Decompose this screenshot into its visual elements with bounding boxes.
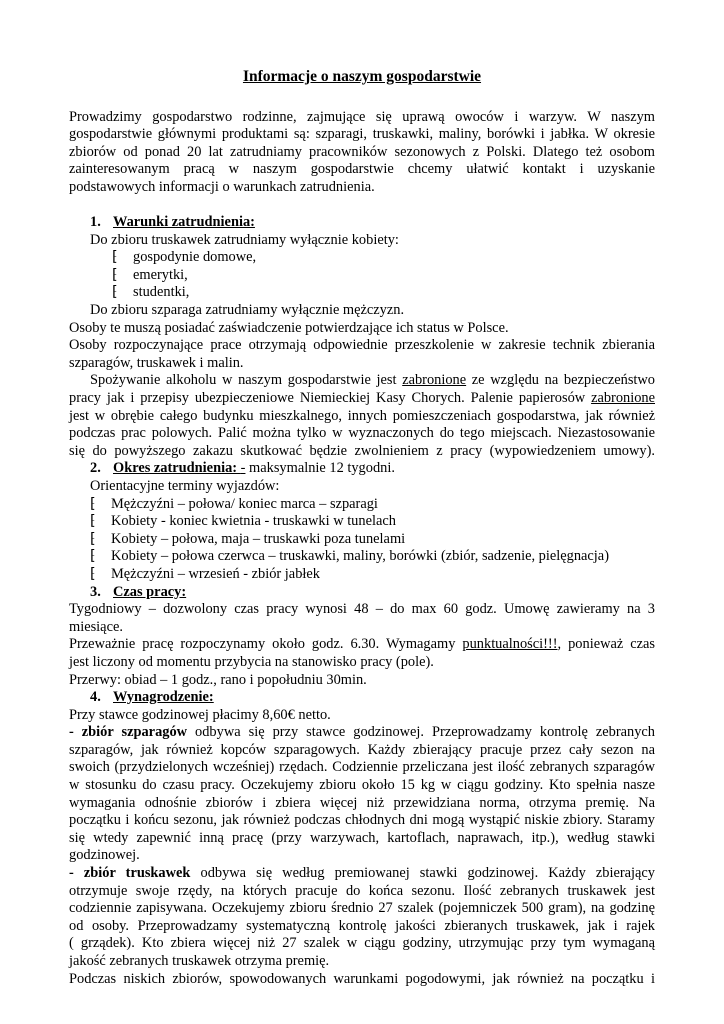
section-number: 1. <box>90 214 101 231</box>
intro-line: zbiorów od ponad 20 lat zatrudniamy pracowników sezonowych z Polski. Dlatego też osobom <box>69 143 655 160</box>
strawberry-line: codziennie zapisywana. Oczekujemy zbioru średnio 27 szalek (pojemniczek 500 gram), na godzinę <box>69 900 655 917</box>
list-item-text: Kobiety – połowa czerwca – truskawki, maliny, borówki (zbiór, sadzenie, pielęgnacja) <box>111 548 609 565</box>
intro-line: gospodarstwie głównymi produktami są: szparagi, truskawki, maliny, borówki i jabłka. W okresie <box>69 126 655 143</box>
bullet-icon: ⁅ <box>112 284 118 301</box>
intro-line: podstawowych informacji o warunkach zatrudnienia. <box>69 178 375 195</box>
training-line: szparagów, truskawek i malin. <box>69 354 244 371</box>
text-run: odbywa się według premiowanej stawki godzinowej. Każdy zbierający <box>190 865 656 882</box>
list-item-text: emerytki, <box>133 266 188 283</box>
breaks-line: Przerwy: obiad – 1 godz., rano i popołudniu 30min. <box>69 671 367 688</box>
asparagus-line: godzinowej. <box>69 847 140 864</box>
training-line: Osoby rozpoczynające prace otrzymają odpowiednie przeszkolenie w zakresie technik zbierania <box>69 337 655 354</box>
list-item <box>69 284 655 302</box>
list-item-text: Mężczyźni – połowa/ koniec marca – szparagi <box>111 495 378 512</box>
text-run: , ponieważ czas <box>557 636 655 653</box>
section-2-heading <box>69 460 655 478</box>
asparagus-line: wymagania odnośnie zbiorów i zbiera więcej niż przewidziana norma, otrzyma premię. Na <box>69 794 655 811</box>
list-item <box>69 267 655 285</box>
terms-intro: Orientacyjne terminy wyjazdów: <box>90 477 280 494</box>
emphasis-underline: punktualności!!! <box>462 636 558 653</box>
list-item-text: Kobiety – połowa, maja – truskawki poza tunelami <box>111 530 406 547</box>
text-run: odbywa się przy stawce godzinowej. Przeprowadzamy kontrolę zebranych <box>187 724 655 741</box>
intro-line: Prowadzimy gospodarstwo rodzinne, zajmujące się uprawą owoców i warzyw. W naszym <box>69 108 655 125</box>
alcohol-line <box>69 390 655 408</box>
low-harvest-line: Podczas niskich zbiorów, spowodowanych warunkami pogodowymi, jak również na początku i <box>69 970 655 987</box>
bullet-icon: ⁅ <box>90 548 96 565</box>
document-page <box>69 60 655 988</box>
list-item-text: Mężczyźni – wrzesień - zbiór jabłek <box>111 565 320 582</box>
section-4-heading <box>69 689 655 707</box>
strawberry-line <box>69 865 655 883</box>
list-item <box>69 531 655 549</box>
strawberry-line: ( grządek). Kto zbiera więcej niż 27 szalek w ciągu godziny, utrzymując przy tym wymaganą <box>69 935 655 952</box>
asparagus-label: - zbiór szparagów <box>69 724 188 741</box>
strawberry-line: otrzymuje swoje rzędy, na których pracuje do końca sezonu. Ilość zebranych truskawek jest <box>69 882 655 899</box>
section-title: Okres zatrudnienia: <box>113 460 241 477</box>
asparagus-line: swoich (przydzielonych wcześniej) rzędach. Codziennie przeliczana jest ilość zebranych szparagów <box>69 759 655 776</box>
alcohol-line: jest w obrębie całego budynku mieszkalnego, innych pomieszczeniach gospodarstwa, jak również <box>69 407 655 424</box>
weekly-line: Tygodniowy – dozwolony czas pracy wynosi 48 – do max 60 godz. Umowę zawieramy na 3 <box>69 601 655 618</box>
alcohol-line: się do powyższego zakazu skutkować będzie zwolnieniem z pracy (wypowiedzeniem umowy). <box>69 442 655 459</box>
section-number: 3. <box>90 583 101 600</box>
strawberry-line: od osoby. Przeprowadzamy systematyczną kontrolę jakości zbieranych truskawek, jak i rajek <box>69 917 655 934</box>
bullet-icon: ⁅ <box>90 495 96 512</box>
bullet-icon: ⁅ <box>112 249 118 266</box>
bullet-icon: ⁅ <box>90 565 96 582</box>
emphasis-underline: zabronione <box>591 390 655 406</box>
certificate-note: Osoby te muszą posiadać zaświadczenie potwierdzające ich status w Polsce. <box>69 319 509 336</box>
start-line <box>69 636 655 654</box>
asparagus-line <box>69 724 655 742</box>
rate-line: Przy stawce godzinowej płacimy 8,60€ netto. <box>69 706 331 723</box>
list-item <box>69 496 655 514</box>
text-run: pracy jak i przepisy ubezpieczeniowe Niemieckiej Kasy Chorych. Palenie papierosów <box>69 390 592 406</box>
section-subtitle: maksymalnie 12 tygodni. <box>245 460 395 477</box>
text-run: ze względu na bezpieczeństwo <box>466 372 655 389</box>
section-title-dash: - <box>240 460 246 477</box>
section-3-heading <box>69 584 655 602</box>
list-item-text: Kobiety - koniec kwietnia - truskawki w tunelach <box>111 513 396 530</box>
text-run: Spożywanie alkoholu w naszym gospodarstwie jest <box>90 372 403 389</box>
asparagus-line: początku i końcu sezonu, jak również podczas chłodnych dni mogą wystąpić niskie zbiory. Staramy <box>69 812 655 829</box>
page-title: Informacje o naszym gospodarstwie <box>242 68 482 85</box>
section-title: Warunki zatrudnienia: <box>113 214 255 231</box>
asparagus-line: się wtedy zapewnić inną pracę (przy warzywach, kartoflach, naprawach, itp.), według stawki <box>69 829 655 846</box>
emphasis-underline: zabronione <box>402 372 467 389</box>
strawberry-line: jakość zebranych truskawek otrzyma premię. <box>69 953 330 969</box>
bullet-icon: ⁅ <box>112 266 118 283</box>
list-item-text: gospodynie domowe, <box>133 249 257 266</box>
bullet-icon: ⁅ <box>90 530 96 547</box>
section-title: Wynagrodzenie: <box>113 689 214 706</box>
start-line: jest liczony od momentu przybycia na stanowisko pracy (pole). <box>69 653 434 670</box>
text-run: Przeważnie pracę rozpoczynamy około godz. 6.30. Wymagamy <box>69 636 463 653</box>
list-item <box>69 513 655 531</box>
list-item-text: studentki, <box>133 284 190 301</box>
asparagus-line: w stosunku do czasu pracy. Oczekujemy zbioru około 15 kg w ciągu godziny. Kto spełnia nasze <box>69 777 655 794</box>
list-item <box>69 249 655 267</box>
section-1-heading <box>69 214 655 232</box>
alcohol-line: podczas prac polowych. Palić można tylko w wyznaczonych do tego miejscach. Niezastosowanie <box>69 425 655 442</box>
list-item <box>69 548 655 566</box>
section-number: 2. <box>90 460 101 477</box>
men-intro: Do zbioru szparaga zatrudniamy wyłącznie mężczyzn. <box>90 302 405 319</box>
list-item <box>69 566 655 584</box>
intro-paragraph <box>69 109 655 197</box>
intro-line: zainteresowanym pracą w naszym gospodarstwie chcemy ułatwić kontakt i uzyskanie <box>69 161 655 178</box>
women-intro: Do zbioru truskawek zatrudniamy wyłącznie kobiety: <box>90 231 399 248</box>
alcohol-line <box>69 372 655 390</box>
weekly-line: miesiące. <box>69 618 123 635</box>
bullet-icon: ⁅ <box>90 513 96 530</box>
section-number: 4. <box>90 689 101 706</box>
section-title: Czas pracy: <box>113 583 187 600</box>
asparagus-line: szparagów, jak również kopców szparagowych. Każdy zbierający pracuje przez cały sezon na <box>69 741 655 758</box>
strawberry-label: - zbiór truskawek <box>69 865 191 882</box>
